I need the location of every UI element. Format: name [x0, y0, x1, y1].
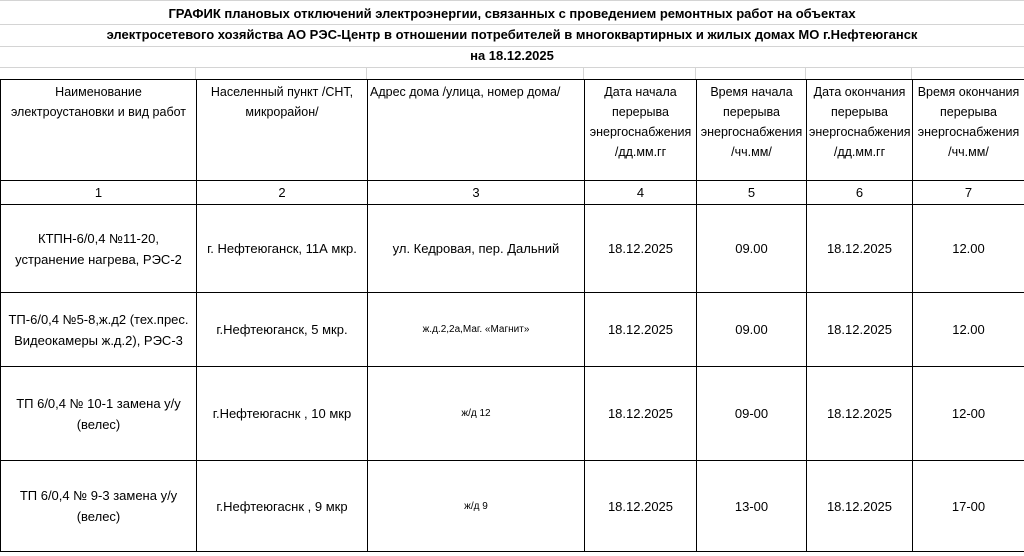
header-cell[interactable]: Адрес дома /улица, номер дома/ — [368, 80, 585, 181]
start-time-cell[interactable]: 09.00 — [697, 205, 807, 293]
grid-line — [695, 67, 696, 79]
start-date-cell[interactable]: 18.12.2025 — [585, 461, 697, 552]
grid-line — [583, 67, 584, 79]
table-header-row — [1, 80, 1024, 181]
end-date-cell[interactable]: 18.12.2025 — [807, 205, 913, 293]
locality-cell[interactable]: г.Нефтеюгаснк , 9 мкр — [197, 461, 368, 552]
column-number-cell[interactable]: 3 — [368, 181, 585, 205]
end-time-cell[interactable]: 17-00 — [913, 461, 1024, 552]
installation-cell[interactable]: ТП 6/0,4 № 10-1 замена у/у (велес) — [1, 367, 197, 461]
grid-line — [195, 67, 196, 79]
header-cell[interactable]: Наименование электроустановки и вид работ — [1, 80, 197, 181]
column-number-cell[interactable]: 2 — [197, 181, 368, 205]
grid-line — [0, 0, 1024, 1]
end-date-cell[interactable]: 18.12.2025 — [807, 293, 913, 367]
start-date-cell[interactable]: 18.12.2025 — [585, 367, 697, 461]
installation-cell[interactable]: КТПН-6/0,4 №11-20, устранение нагрева, РЭС-2 — [1, 205, 197, 293]
column-number-cell[interactable]: 1 — [1, 181, 197, 205]
installation-cell[interactable]: ТП-6/0,4 №5-8,ж.д2 (тех.прес. Видеокамеры ж.д.2), РЭС-3 — [1, 293, 197, 367]
column-number-cell[interactable]: 7 — [913, 181, 1024, 205]
start-date-cell[interactable]: 18.12.2025 — [585, 205, 697, 293]
end-time-cell[interactable]: 12-00 — [913, 367, 1024, 461]
table-row — [1, 205, 1024, 293]
start-date-cell[interactable]: 18.12.2025 — [585, 293, 697, 367]
page-title-date: на 18.12.2025 — [470, 48, 554, 63]
schedule-table — [0, 79, 1024, 552]
address-cell[interactable]: ул. Кедровая, пер. Дальний — [368, 205, 585, 293]
column-number-cell[interactable]: 6 — [807, 181, 913, 205]
start-time-cell[interactable]: 09.00 — [697, 293, 807, 367]
page-title-line-2: электросетевого хозяйства АО РЭС-Центр в отношении потребителей в многоквартирных и жилых домах МО г.Нефтеюганск — [106, 27, 918, 42]
column-number-cell[interactable]: 5 — [697, 181, 807, 205]
installation-cell[interactable]: ТП 6/0,4 № 9-3 замена у/у (велес) — [1, 461, 197, 552]
column-number-cell[interactable]: 4 — [585, 181, 697, 205]
end-time-cell[interactable]: 12.00 — [913, 293, 1024, 367]
table-row — [1, 461, 1024, 552]
grid-line — [366, 67, 367, 79]
address-cell[interactable]: ж.д.2,2а,Маг. «Магнит» — [368, 293, 585, 367]
locality-cell[interactable]: г.Нефтеюганск, 5 мкр. — [197, 293, 368, 367]
column-number-row — [1, 181, 1024, 205]
grid-line — [0, 67, 1024, 68]
header-cell[interactable]: Время окончания перерыва энергоснабжения /чч.мм/ — [913, 80, 1024, 181]
start-time-cell[interactable]: 09-00 — [697, 367, 807, 461]
start-time-cell[interactable]: 13-00 — [697, 461, 807, 552]
address-cell[interactable]: ж/д 9 — [368, 461, 585, 552]
grid-line — [911, 67, 912, 79]
end-date-cell[interactable]: 18.12.2025 — [807, 367, 913, 461]
header-cell[interactable]: Дата начала перерыва энергоснабжения /дд.мм.гг — [585, 80, 697, 181]
header-cell[interactable]: Населенный пункт /СНТ, микрорайон/ — [197, 80, 368, 181]
end-date-cell[interactable]: 18.12.2025 — [807, 461, 913, 552]
header-cell[interactable]: Дата окончания перерыва энергоснабжения /дд.мм.гг — [807, 80, 913, 181]
locality-cell[interactable]: г. Нефтеюганск, 11А мкр. — [197, 205, 368, 293]
locality-cell[interactable]: г.Нефтеюгаснк , 10 мкр — [197, 367, 368, 461]
header-cell[interactable]: Время начала перерыва энергоснабжения /чч.мм/ — [697, 80, 807, 181]
address-cell[interactable]: ж/д 12 — [368, 367, 585, 461]
table-row — [1, 293, 1024, 367]
grid-line — [805, 67, 806, 79]
end-time-cell[interactable]: 12.00 — [913, 205, 1024, 293]
table-row — [1, 367, 1024, 461]
page-title-line-1: ГРАФИК плановых отключений электроэнергии, связанных с проведением ремонтных работ на объектах — [168, 6, 856, 21]
